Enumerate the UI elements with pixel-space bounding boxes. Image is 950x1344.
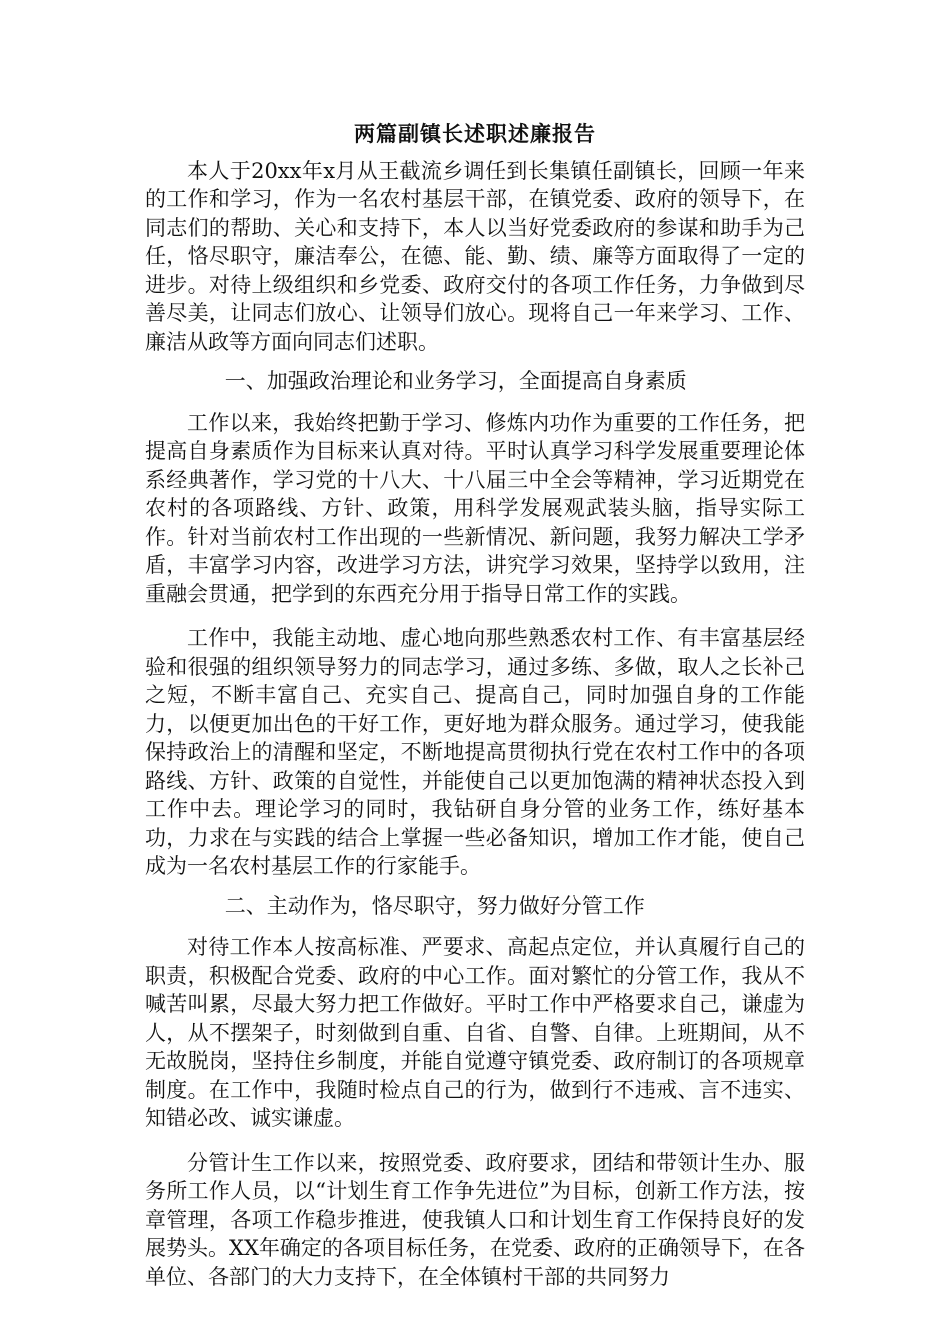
paragraph-intro: 本人于20xx年x月从王截流乡调任到长集镇任副镇长，回顾一年来的工作和学习，作为一名农村基层干部，在镇党委、政府的领导下，在同志们的帮助、关心和支持下，本人以当好党委政府的参谋和助手为己任，恪尽职守，廉洁奉公，在德、能、勤、绩、廉等方面取得了一定的进步。对待上级组织和乡党委、政府交付的各项工作任务，力争做到尽善尽美，让同志们放心、让领导们放心。现将自己一年来学习、工作、廉洁从政等方面向同志们述职。 (145, 158, 805, 354)
section-heading-2: 二、主动作为，恪尽职守，努力做好分管工作 (224, 893, 645, 918)
paragraph-family-planning: 分管计生工作以来，按照党委、政府要求，团结和带领计生办、服务所工作人员，以“计划生育工作争先进位”为目标，创新工作方法，按章管理，各项工作稳步推进，使我镇人口和计划生育工作保持良好的发展势头。XX年确定的各项目标任务，在党委、政府的正确领导下，在各单位、各部门的大力支持下，在全体镇村干部的共同努力 (145, 1150, 805, 1289)
paragraph-duties: 对待工作本人按高标准、严要求、高起点定位，并认真履行自己的职责，积极配合党委、政府的中心工作。面对繁忙的分管工作，我从不喊苦叫累，尽最大努力把工作做好。平时工作中严格要求自己，谦虚为人，从不摆架子，时刻做到自重、自省、自警、自律。上班期间，从不无故脱岗，坚持住乡制度，并能自觉遵守镇党委、政府制订的各项规章制度。在工作中，我随时检点自己的行为，做到行不违戒、言不违实、知错必改、诚实谦虚。 (145, 935, 805, 1130)
document-title: 两篇副镇长述职述廉报告 (354, 121, 596, 146)
document-body (145, 120, 805, 1291)
paragraph-work-learning: 工作中，我能主动地、虚心地向那些熟悉农村工作、有丰富基层经验和很强的组织领导努力的同志学习，通过多练、多做，取人之长补己之短，不断丰富自己、充实自己、提高自己，同时加强自身的工作能力，以便更加出色的干好工作，更好地为群众服务。通过学习，使我能保持政治上的清醒和坚定，不断地提高贯彻执行党在农村工作中的各项路线、方针、政策的自觉性，并能使自己以更加饱满的精神状态投入到工作中去。理论学习的同时，我钻研自身分管的业务工作，练好基本功，力求在与实践的结合上掌握一些必备知识，增加工作才能，使自己成为一名农村基层工作的行家能手。 (145, 626, 805, 878)
section-heading-1: 一、加强政治理论和业务学习，全面提高自身素质 (224, 369, 687, 393)
paragraph-study: 工作以来，我始终把勤于学习、修炼内功作为重要的工作任务，把提高自身素质作为目标来认真对待。平时认真学习科学发展重要理论体系经典著作，学习党的十八大、十八届三中全会等精神，学习近期党在农村的各项路线、方针、政策，用科学发展观武装头脑，指导实际工作。针对当前农村工作出现的一些新情况、新问题，我努力解决工学矛盾，丰富学习内容，改进学习方法，讲究学习效果，坚持学以致用，注重融会贯通，把学到的东西充分用于指导日常工作的实践。 (145, 410, 805, 606)
